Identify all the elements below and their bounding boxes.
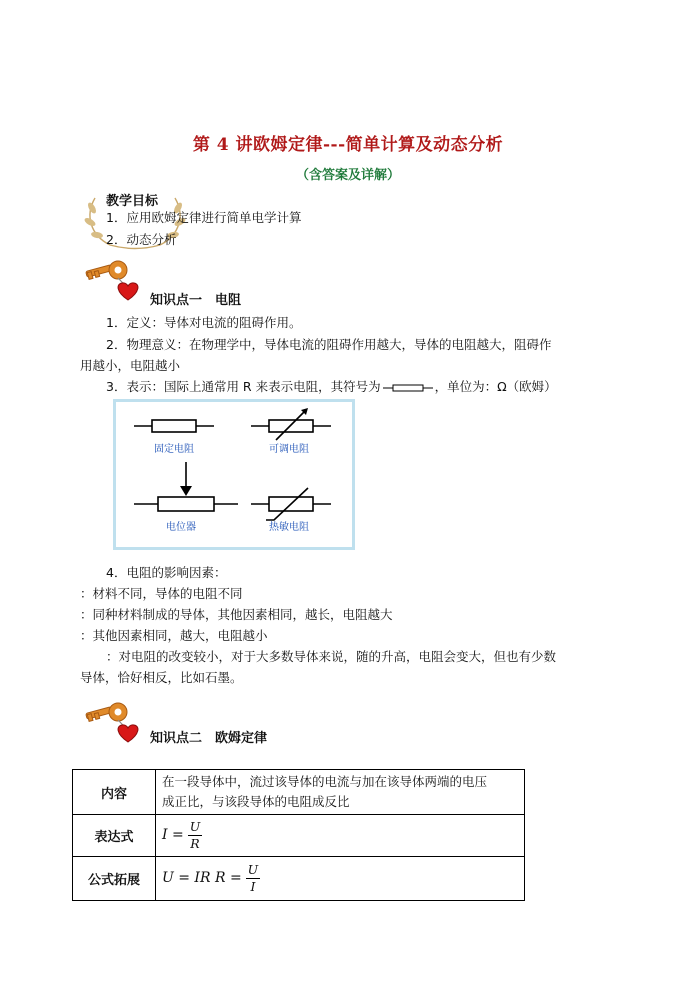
fraction-numerator: U: [189, 819, 201, 834]
table-text: 成正比，与该段导体的电阻成反比: [162, 794, 350, 809]
paragraph: 4．电阻的影响因素：: [106, 565, 227, 580]
figure-label-adjustable: 可调电阻: [269, 444, 309, 455]
figure-label-potentiometer: 电位器: [166, 522, 196, 533]
ohms-law-table: [72, 769, 525, 901]
fraction: [188, 819, 203, 852]
table-head-extension: 公式拓展: [73, 857, 156, 901]
goal-item: 1．应用欧姆定律进行简单电学计算: [106, 210, 302, 225]
formula-lhs: I =: [162, 827, 184, 843]
page-subtitle: （含答案及详解）: [295, 168, 400, 183]
section1-heading: 知识点一 电阻: [150, 293, 242, 308]
resistor-diagram: [116, 402, 352, 547]
table-row: [73, 770, 525, 815]
formula-lhs: U = IR R =: [162, 870, 242, 886]
section2-heading: 知识点二 欧姆定律: [150, 731, 268, 746]
table-cell-content: [156, 770, 525, 815]
table-head-expression: 表达式: [73, 815, 156, 857]
factor-item: ：同种材料制成的导体，其他因素相同，越长，电阻越大: [80, 607, 393, 622]
goals-heading: 教学目标: [106, 194, 159, 209]
fraction-denominator: R: [190, 836, 200, 851]
resistor-symbol-icon: [383, 383, 433, 393]
table-row: [73, 815, 525, 857]
paragraph: 3．表示：国际上通常用 R 来表示电阻，其符号为: [106, 379, 381, 394]
table-row: [73, 857, 525, 901]
figure-label-fixed: 固定电阻: [154, 444, 194, 455]
key-heart-icon: [82, 258, 144, 302]
fraction-denominator: I: [250, 879, 256, 894]
factor-item: 导体，恰好相反，比如石墨。: [80, 670, 243, 685]
table-cell-expression: [156, 815, 525, 857]
table-head-content: 内容: [73, 770, 156, 815]
factor-item: ：其他因素相同，越大，电阻越小: [80, 628, 268, 643]
factor-item: ：材料不同，导体的电阻不同: [80, 586, 243, 601]
page-title: 第 4 讲欧姆定律---简单计算及动态分析: [192, 135, 504, 155]
paragraph: ，单位为：Ω（欧姆）: [434, 379, 557, 394]
table-cell-extension: [156, 857, 525, 901]
factor-item: ：对电阻的改变较小，对于大多数导体来说，随的升高，电阻会变大，但也有少数: [106, 649, 557, 664]
figure-label-thermistor: 热敏电阻: [269, 522, 309, 533]
paragraph-symbol-line: [106, 376, 557, 398]
fraction-numerator: U: [247, 862, 259, 877]
key-heart-icon: [82, 700, 144, 744]
paragraph: 2．物理意义：在物理学中，导体电流的阻碍作用越大，导体的电阻越大，阻碍作: [106, 337, 552, 352]
table-text: 在一段导体中，流过该导体的电流与加在该导体两端的电压: [162, 774, 488, 789]
fraction: [246, 862, 261, 895]
goal-item: 2．动态分析: [106, 232, 177, 247]
resistor-figure: [113, 399, 355, 550]
paragraph: 用越小，电阻越小: [80, 358, 181, 373]
paragraph: 1．定义：导体对电流的阻碍作用。: [106, 315, 302, 330]
